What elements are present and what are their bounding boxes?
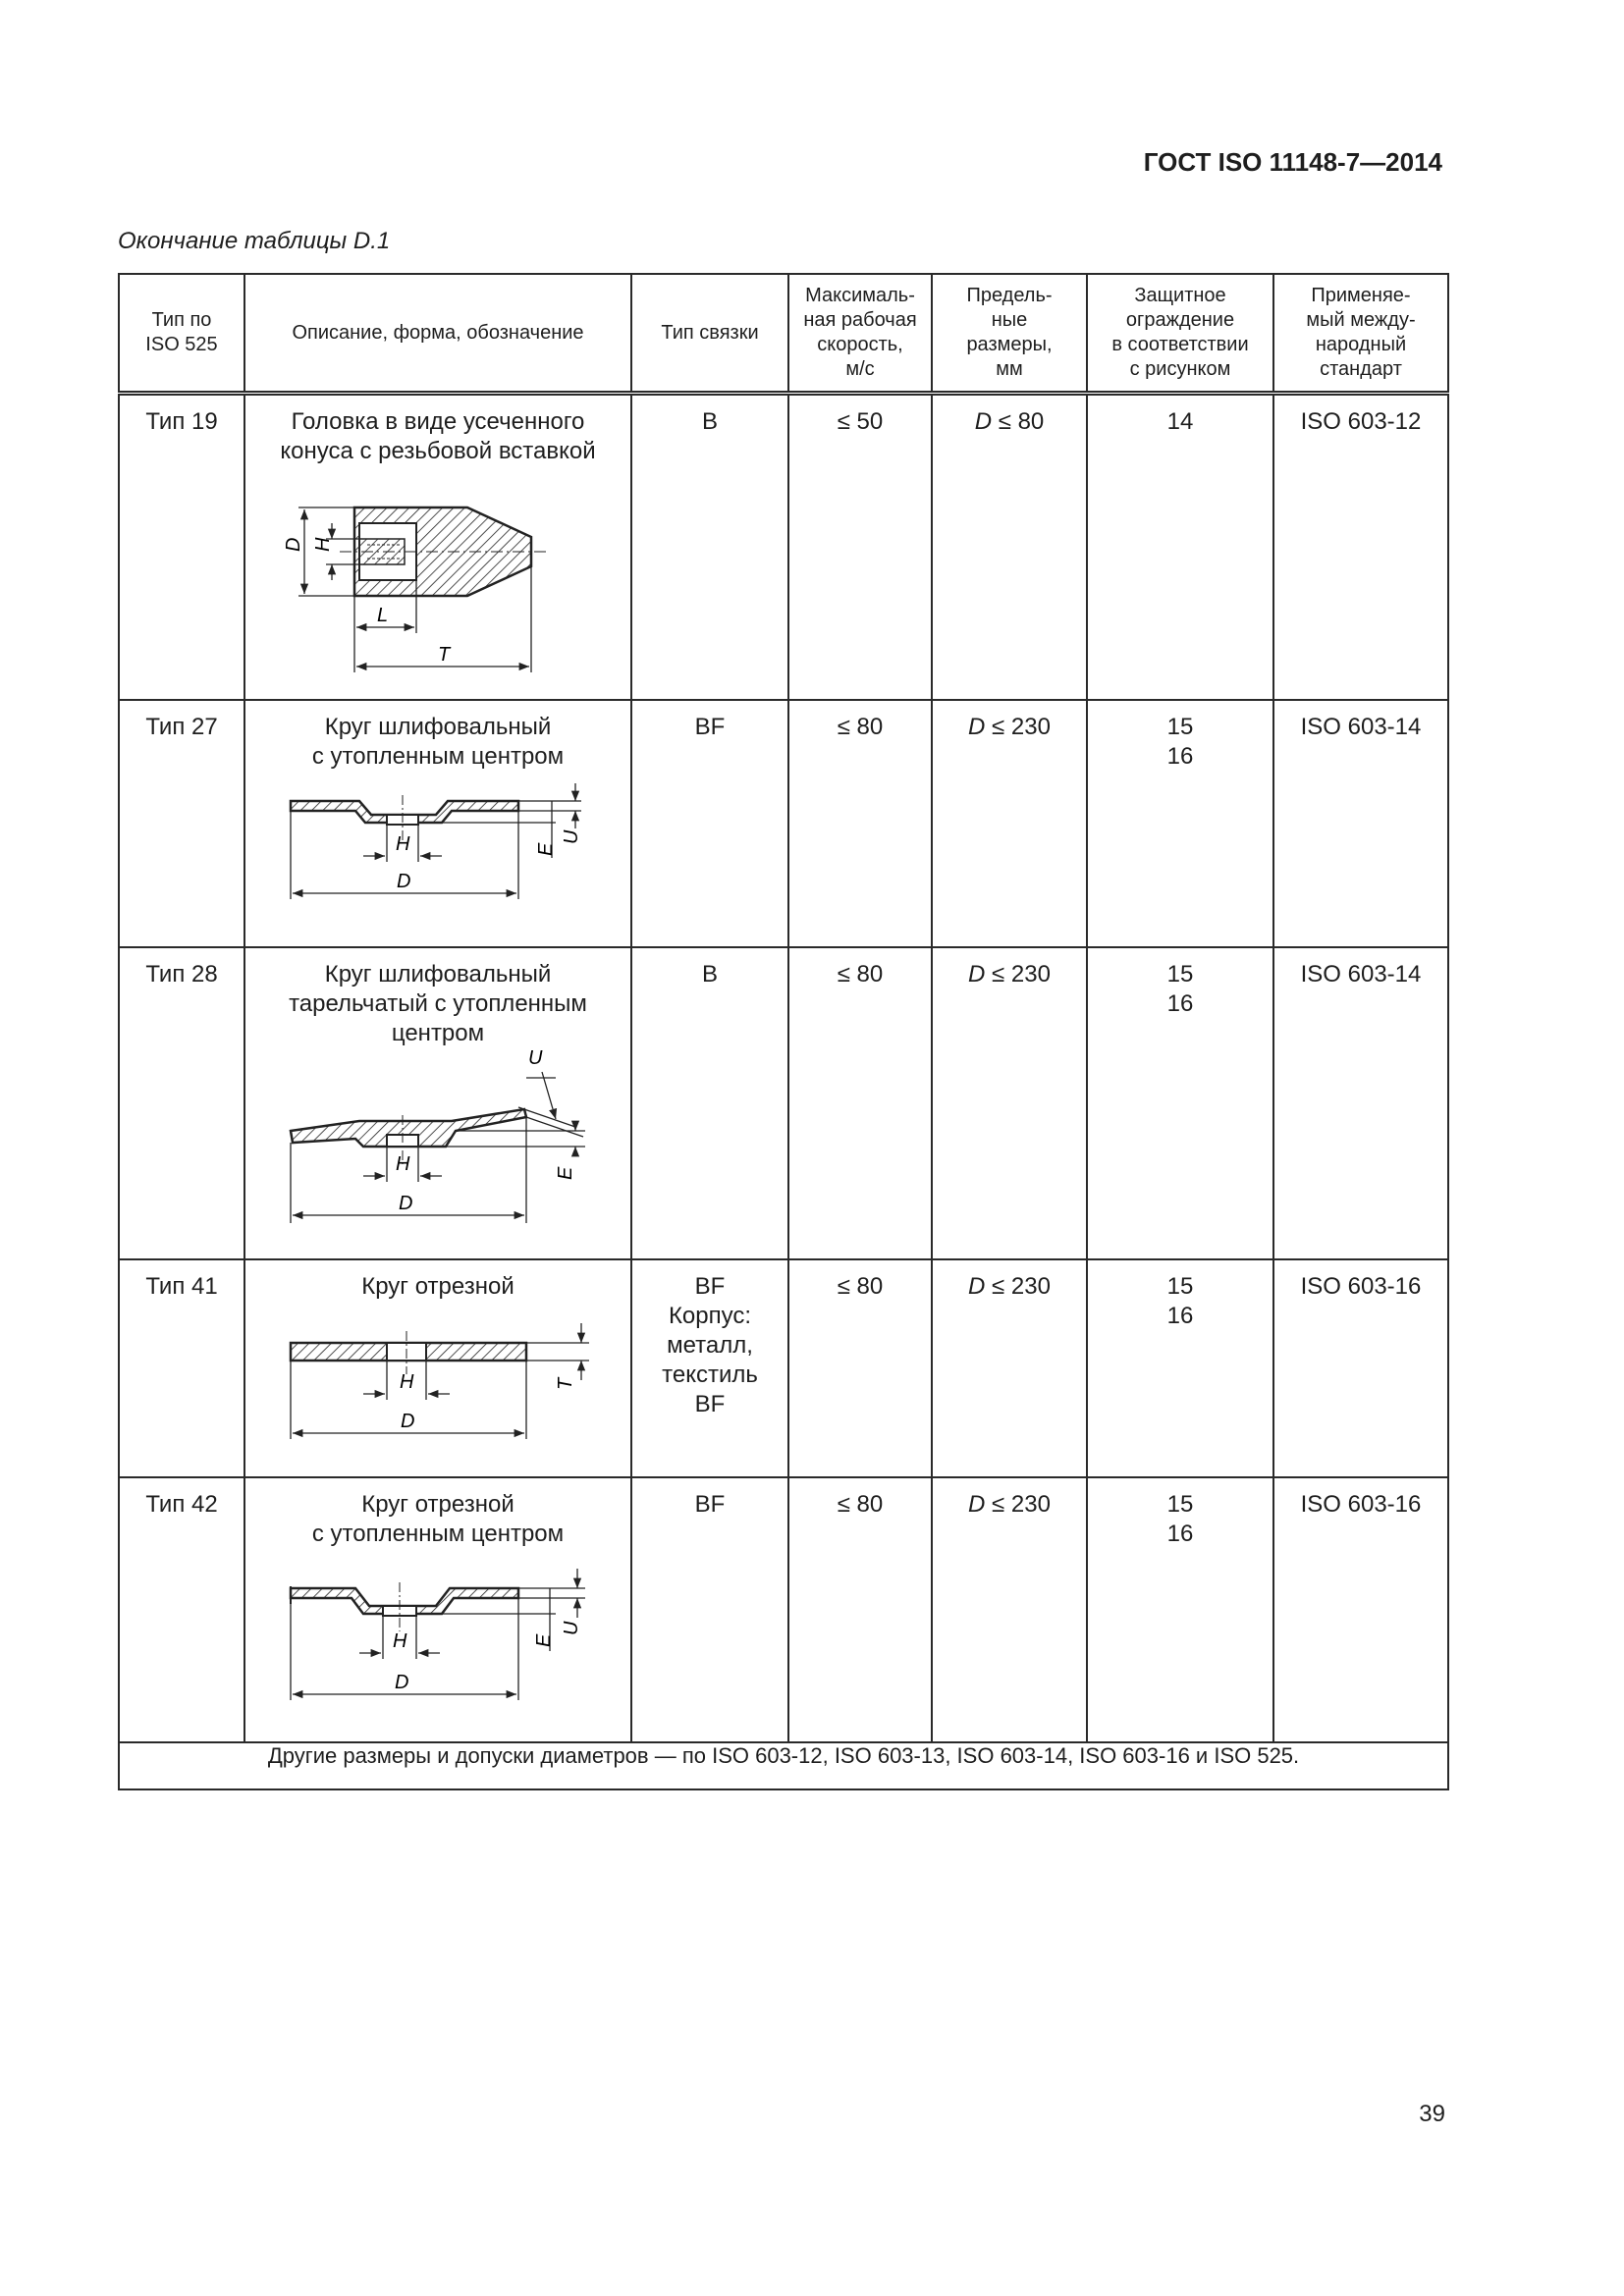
type-cell: Тип 41 xyxy=(119,1259,244,1477)
type41-drawing xyxy=(261,1302,615,1449)
dim-label-D: D xyxy=(395,1671,409,1693)
guard-line: 15 xyxy=(1166,1490,1194,1518)
guard-line: 14 xyxy=(1166,408,1194,435)
limit-cell xyxy=(932,700,1087,947)
limit-cell xyxy=(932,947,1087,1259)
limit-value: ≤ 230 xyxy=(985,1272,1051,1300)
guard-cell xyxy=(1087,394,1273,700)
column-header-line: с рисунком xyxy=(1129,358,1231,380)
type19-drawing xyxy=(261,466,615,677)
guard-cell xyxy=(1087,1259,1273,1477)
description-line: Головка в виде усеченного xyxy=(291,408,585,435)
description-line: с утопленным центром xyxy=(311,742,565,770)
bond-line: Корпус: xyxy=(668,1302,752,1329)
dim-label-U: U xyxy=(561,829,582,844)
guard-cell xyxy=(1087,700,1273,947)
guard-line: 15 xyxy=(1166,960,1194,988)
limit-variable: D xyxy=(974,408,993,435)
bond-line: BF xyxy=(694,713,726,740)
description-cell xyxy=(244,947,631,1259)
guard-line: 15 xyxy=(1166,713,1194,740)
description-line: центром xyxy=(391,1019,485,1046)
column-header-line: народный xyxy=(1315,334,1407,355)
column-header-line: стандарт xyxy=(1320,358,1402,380)
standard-cell: ISO 603-14 xyxy=(1273,947,1448,1259)
column-header xyxy=(932,274,1087,394)
guard-cell xyxy=(1087,947,1273,1259)
table-row xyxy=(119,394,1448,700)
column-header xyxy=(1273,274,1448,394)
dim-label-U: U xyxy=(561,1621,582,1635)
column-header-line: м/с xyxy=(845,358,875,380)
column-header-line: ная рабочая xyxy=(803,309,917,331)
bond-line: металл, xyxy=(667,1331,753,1359)
document-standard-code: ГОСТ ISO 11148-7—2014 xyxy=(1143,147,1442,177)
dim-label-H: H xyxy=(396,1152,410,1175)
column-header-line: ограждение xyxy=(1125,309,1235,331)
bond-cell xyxy=(631,394,788,700)
column-header-line: Тип по xyxy=(151,309,212,331)
type-cell: Тип 42 xyxy=(119,1477,244,1742)
column-header-line: размеры, xyxy=(966,334,1053,355)
standard-cell: ISO 603-16 xyxy=(1273,1477,1448,1742)
bond-line: BF xyxy=(694,1272,726,1300)
column-header xyxy=(119,274,244,394)
guard-line: 15 xyxy=(1166,1272,1194,1300)
column-header-line: Применяе- xyxy=(1311,285,1411,306)
type-cell: Тип 28 xyxy=(119,947,244,1259)
column-header-line: Максималь- xyxy=(805,285,915,306)
column-header-line: мый между- xyxy=(1306,309,1416,331)
column-header-line: в соответствии xyxy=(1111,334,1249,355)
table-row xyxy=(119,700,1448,947)
table-note: Другие размеры и допуски диаметров — по ISO 603-12, ISO 603-13, ISO 603-14, ISO 603-16 и ISO 525. xyxy=(119,1742,1448,1789)
dim-label-T: T xyxy=(555,1377,576,1390)
table-row xyxy=(119,1477,1448,1742)
speed-cell: ≤ 50 xyxy=(788,394,932,700)
column-header xyxy=(1087,274,1273,394)
limit-value: ≤ 230 xyxy=(985,713,1051,740)
limit-variable: D xyxy=(968,1272,986,1300)
column-header-line: ные xyxy=(991,309,1028,331)
description-line: Круг шлифовальный xyxy=(324,713,552,740)
dim-label-D: D xyxy=(283,537,304,552)
table-note-row xyxy=(119,1742,1448,1789)
dim-label-E: E xyxy=(533,1633,555,1647)
guard-cell xyxy=(1087,1477,1273,1742)
description-line: Круг шлифовальный xyxy=(324,960,552,988)
standard-cell: ISO 603-12 xyxy=(1273,394,1448,700)
bond-line: BF xyxy=(694,1390,726,1417)
column-header-line: мм xyxy=(996,358,1023,380)
column-header-line: Описание, форма, обозначение xyxy=(292,321,584,344)
limit-cell xyxy=(932,1259,1087,1477)
description-line: конуса с резьбовой вставкой xyxy=(280,438,596,464)
dim-label-H: H xyxy=(400,1370,414,1393)
description-line: тарельчатый с утопленным xyxy=(289,989,587,1017)
description-line: Круг отрезной xyxy=(361,1272,514,1300)
bond-line: B xyxy=(701,408,718,435)
column-header-line: Защитное xyxy=(1134,285,1226,306)
dim-label-E: E xyxy=(555,1166,576,1180)
limit-cell xyxy=(932,1477,1087,1742)
spec-table xyxy=(118,273,1449,1790)
page-number: 39 xyxy=(1419,2101,1445,2127)
table-row xyxy=(119,947,1448,1259)
dim-label-D: D xyxy=(399,1192,413,1214)
type42-drawing xyxy=(261,1549,615,1708)
type27-drawing xyxy=(261,772,615,909)
standard-cell: ISO 603-16 xyxy=(1273,1259,1448,1477)
table-header-row xyxy=(119,274,1448,394)
type28-drawing xyxy=(261,1048,615,1227)
description-cell xyxy=(244,394,631,700)
description-line: Круг отрезной xyxy=(361,1490,514,1518)
column-header xyxy=(788,274,932,394)
dim-label-T: T xyxy=(438,644,451,666)
guard-line: 16 xyxy=(1166,989,1194,1017)
type-cell: Тип 27 xyxy=(119,700,244,947)
dim-label-E: E xyxy=(535,842,557,856)
dim-label-D: D xyxy=(401,1410,415,1432)
bond-cell xyxy=(631,700,788,947)
dim-label-H: H xyxy=(396,832,410,855)
type-cell: Тип 19 xyxy=(119,394,244,700)
dim-label-H: H xyxy=(312,537,334,552)
description-cell xyxy=(244,1259,631,1477)
standard-cell: ISO 603-14 xyxy=(1273,700,1448,947)
guard-line: 16 xyxy=(1166,1302,1194,1329)
column-header xyxy=(244,274,631,394)
bond-cell xyxy=(631,947,788,1259)
speed-cell: ≤ 80 xyxy=(788,700,932,947)
description-cell xyxy=(244,1477,631,1742)
dim-label-L: L xyxy=(377,605,389,626)
column-header-line: скорость, xyxy=(817,334,903,355)
bond-line: B xyxy=(701,960,718,988)
description-cell xyxy=(244,700,631,947)
table-row xyxy=(119,1259,1448,1477)
speed-cell: ≤ 80 xyxy=(788,947,932,1259)
limit-variable: D xyxy=(968,960,986,988)
dim-label-D: D xyxy=(397,870,411,892)
limit-variable: D xyxy=(968,713,986,740)
dim-label-H: H xyxy=(393,1629,407,1652)
column-header-line: ISO 525 xyxy=(145,334,218,355)
dim-label-U: U xyxy=(528,1047,543,1069)
bond-line: текстиль xyxy=(662,1361,758,1388)
limit-variable: D xyxy=(968,1490,986,1518)
bond-cell xyxy=(631,1259,788,1477)
guard-line: 16 xyxy=(1166,1520,1194,1547)
speed-cell: ≤ 80 xyxy=(788,1477,932,1742)
column-header-line: Предель- xyxy=(966,285,1053,306)
limit-value: ≤ 80 xyxy=(992,408,1045,435)
guard-line: 16 xyxy=(1166,742,1194,770)
bond-cell xyxy=(631,1477,788,1742)
column-header-line: Тип связки xyxy=(661,321,759,344)
description-line: с утопленным центром xyxy=(311,1520,565,1547)
bond-line: BF xyxy=(694,1490,726,1518)
limit-value: ≤ 230 xyxy=(985,1490,1051,1518)
limit-value: ≤ 230 xyxy=(985,960,1051,988)
limit-cell xyxy=(932,394,1087,700)
column-header xyxy=(631,274,788,394)
table-caption: Окончание таблицы D.1 xyxy=(118,228,391,254)
speed-cell: ≤ 80 xyxy=(788,1259,932,1477)
